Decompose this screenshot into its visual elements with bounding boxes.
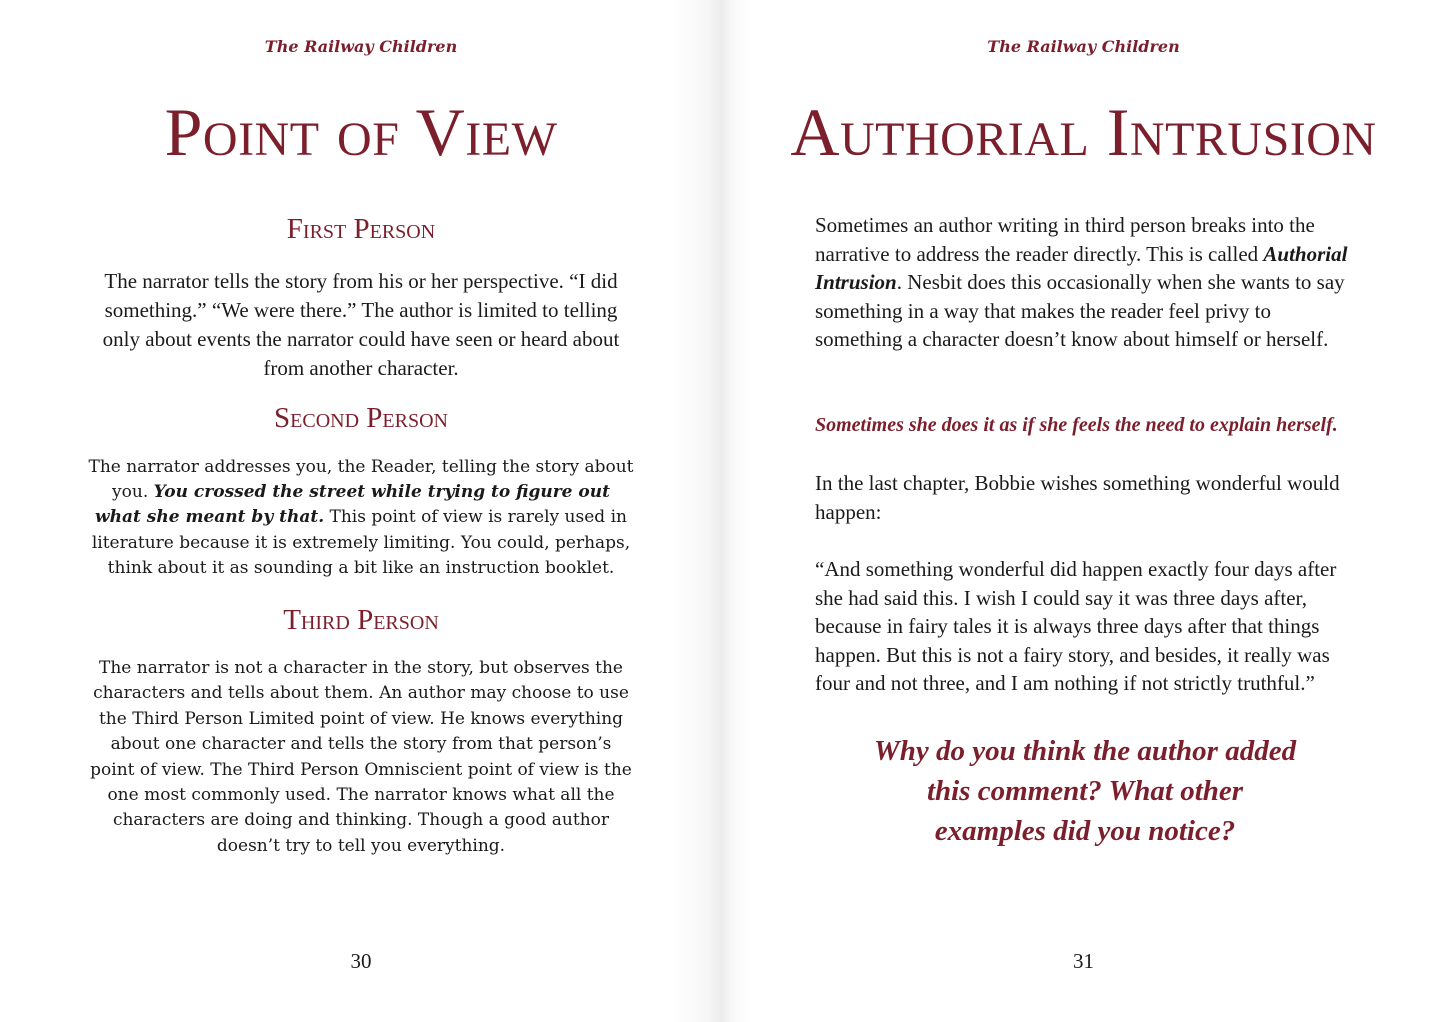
second-person-text-start: The narrator addresses you, the Reader, telling the story about you. [88,457,634,503]
first-person-paragraph: The narrator tells the story from his or her perspective. “I did something.” “We were there.” The author is limited to telling only about events the narrator could have seen or heard about from another character. [102,269,620,380]
second-person-example: You crossed the street while trying to figure out what she meant by that. [95,482,610,528]
setup-paragraph: In the last chapter, Bobbie wishes something wonderful would happen: [815,471,1340,524]
emphasis-line: Sometimes she does it as if she feels the need to explain herself. [815,414,1338,436]
third-person-paragraph: The narrator is not a character in the story, but observes the characters and tells about them. An author may choose to use the Third Person Limited point of view. He knows everything about one character and tells the story from that person’s point of view. The Third Person Omniscient point of view is the one most commonly used. The narrator knows what all the characters are doing and thinking. Though a good author doesn’t try to tell you everything. [90,658,632,856]
second-person-text-end: This point of view is rarely used in literature because it is extremely limiting. You could, perhaps, think about it as sounding a bit like an instruction booklet. [91,507,631,578]
section-heading-second-person: Second Person [274,402,448,434]
intro-paragraph [815,211,1360,354]
section-heading-first-person: First Person [286,213,436,245]
question-line: examples did you notice? [934,815,1236,847]
running-head: The Railway Children [987,37,1180,56]
authorial-intrusion-term: Authorial Intrusion [815,241,1348,295]
second-person-paragraph [88,455,634,581]
section-heading-third-person: Third Person [283,604,439,636]
intro-text-start: Sometimes an author writing in third person breaks into the narrative to address the reader directly. This is called [815,213,1315,266]
page-number: 31 [1073,949,1094,973]
intro-text-end: . Nesbit does this occasionally when she wants to say something in a way that makes the reader feel privy to something a character doesn’t know about himself or herself. [815,270,1345,352]
question-line: Why do you think the author added [873,735,1297,767]
question-line: this comment? What other [926,775,1244,807]
left-page [0,0,722,1022]
right-page [722,0,1445,1022]
discussion-question [855,731,1315,851]
running-head: The Railway Children [264,37,458,56]
page-number: 30 [350,949,372,973]
quote-paragraph: “And something wonderful did happen exactly four days after she had said this. I wish I could say it was three days after, because in fairy tales it is always three days after that things happen. But this is not a fairy story, and besides, it really was four and not three, and I am nothing if not strictly truthful.” [815,557,1337,696]
page-title: Authorial Intrusion [790,94,1377,170]
page-title: Point of View [164,94,558,170]
